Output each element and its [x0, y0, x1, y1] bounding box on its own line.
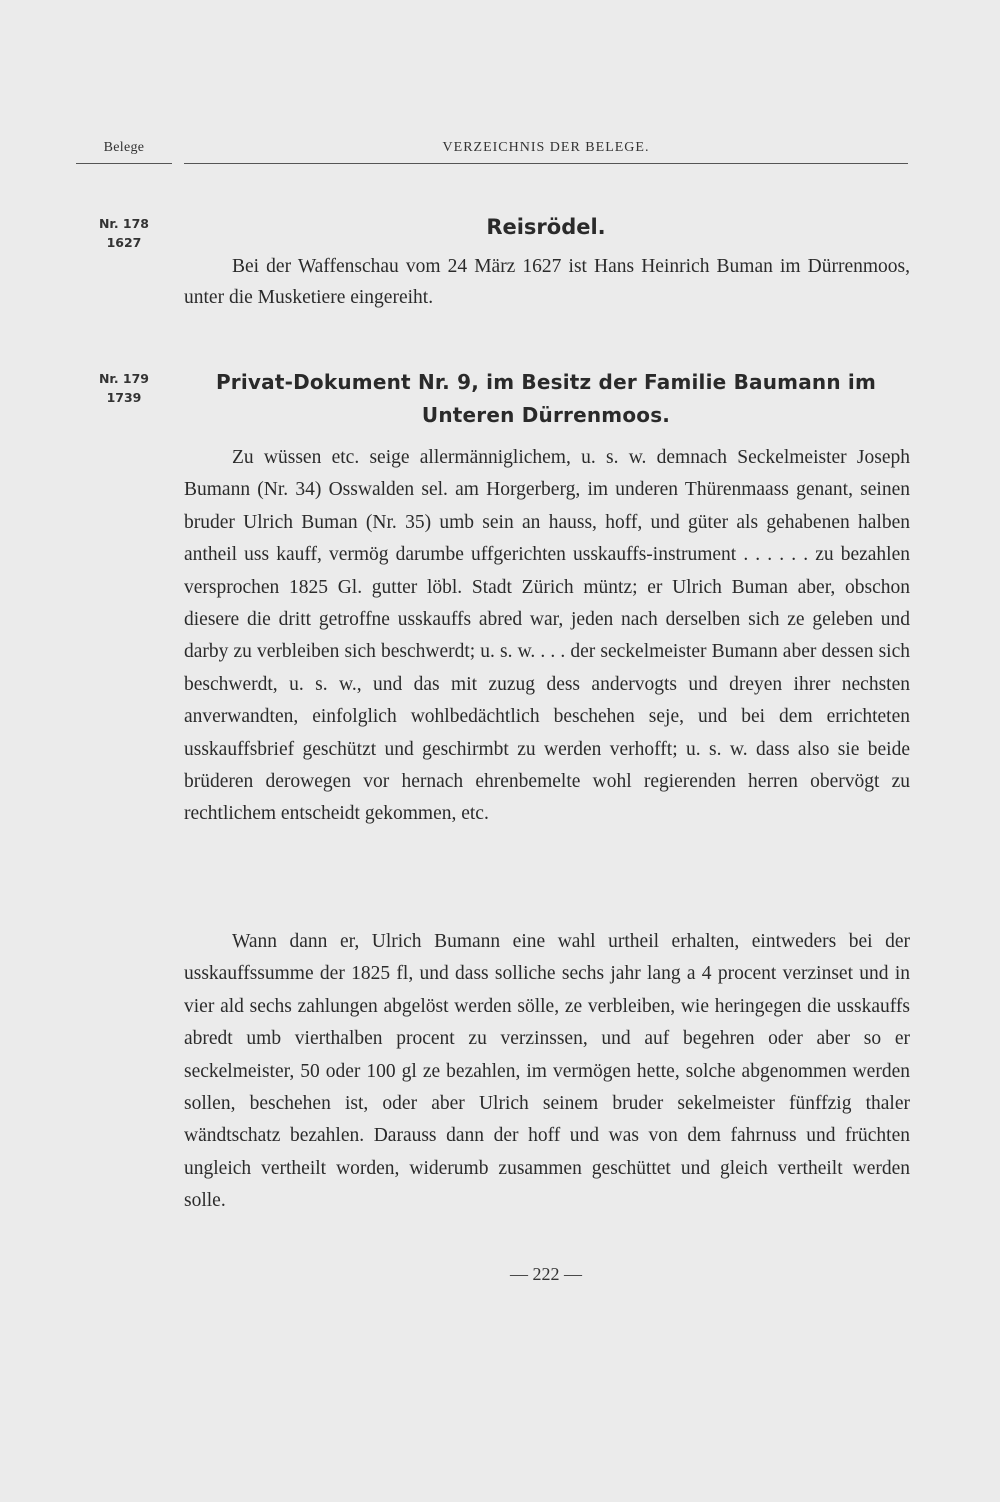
entry-178-year: 1627 — [106, 235, 142, 250]
entry-178-title: Reisrödel. — [486, 215, 606, 239]
running-head-title: VERZEICHNIS DER BELEGE. — [442, 140, 650, 155]
page-number: — 222 — — [510, 1264, 582, 1284]
entry-179-title: Privat-Dokument Nr. 9, im Besitz der Familie Baumann im Unteren Dürrenmoos. — [215, 370, 877, 427]
entry-178-margin-note — [76, 214, 172, 252]
entry-178-paragraph: Bei der Waffenschau vom 24 März 1627 ist Hans Heinrich Buman im Dürrenmoos, unter die Musketiere eingereiht. — [184, 256, 910, 308]
running-head-section: Belege — [103, 140, 145, 155]
header-rule-margin — [76, 163, 172, 164]
entry-179-paragraph-2: Wann dann er, Ulrich Bumann eine wahl urtheil erhalten, eintweders bei der usskauffssumme der 1825 fl, und dass solliche sechs jahr lang a 4 procent verzinset und in vier ald sechs zahlungen abgelöst werden sölle, ze verbleiben, wie heringegen die usskauffs abredt umb vierthalben procent zu verzinssen, und auf begehren oder aber so er seckelmeister, 50 oder 100 gl ze bezahlen, im vermögen hette, solche abgenommen werden sollen, beschehen ist, oder aber Ulrich seinem bruder sekelmeister fünffzig thaler wändtschatz bezahlen. Darauss dann der hoff und was von dem fahrnuss und früchten ungleich vertheilt worden, widerumb zusammen geschüttet und gleich vertheilt werden solle. — [184, 931, 910, 1212]
header-rule-main — [184, 163, 908, 164]
entry-179-paragraph-1: Zu wüssen etc. seige allermänniglichem, u. s. w. demnach Seckelmeister Joseph Bumann (Nr. 34) Osswalden sel. am Horgerberg, im underen Thürenmaass genant, seinen bruder Ulrich Buman (Nr. 35) umb sein an hauss, hoff, und güter als gehabenen halben antheil uss kauff, vermög darumbe uffgerichten usskauffs-instrument . . . . . . zu bezahlen versprochen 1825 Gl. gutter löbl. Stadt Zürich müntz; er Ulrich Buman aber, obschon diesere die dritt getroffne usskauffs abred war, jeden nach derselben sich ze geleben und darby zu verbleiben sich beschwerdt; u. s. w. . . . der seckelmeister Bumann aber dessen sich beschwerdt, u. s. w., und das mit zuzug dess andervogts und dreyen ihrer nechsten anverwandten, einfolglich wohlbedächtlich beschehen seje, und bei dem errichteten usskauffsbrief geschützt und geschirmbt zu werden verhofft; u. s. w. dass also sie beide brüderen derowegen vor hernach ehrenbemelte wohl regierenden herren obervögt zu rechtlichem entscheidt gekommen, etc. — [184, 447, 910, 825]
entry-179-margin-note — [76, 369, 172, 407]
entry-179-number: Nr. 179 — [98, 371, 150, 386]
entry-179-year: 1739 — [106, 390, 142, 405]
entry-178-number: Nr. 178 — [98, 216, 150, 231]
